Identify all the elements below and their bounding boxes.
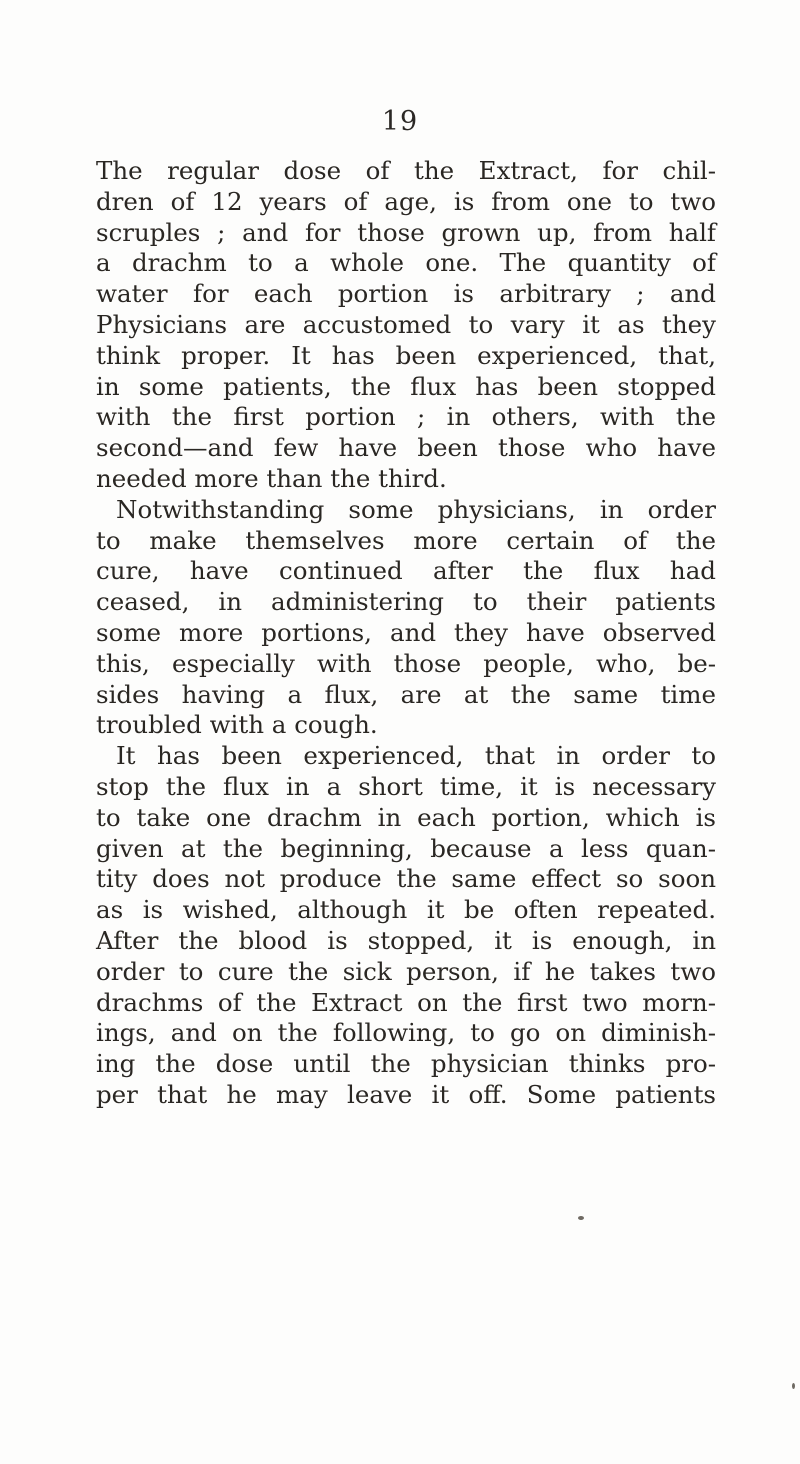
body-text xyxy=(96,156,716,1111)
text-line: ings, and on the following, to go on diminish- xyxy=(96,1018,716,1048)
text-line: as is wished, although it be often repeated. xyxy=(96,895,716,925)
text-line: to make themselves more certain of the xyxy=(96,525,716,555)
text-line: a drachm to a whole one. The quantity of xyxy=(96,248,716,278)
text-line: in some patients, the flux has been stopped xyxy=(96,371,716,401)
text-line: to take one drachm in each portion, which is xyxy=(96,802,716,832)
text-line: cure, have continued after the flux had xyxy=(96,556,716,586)
ink-speck xyxy=(792,1383,795,1389)
text-line: scruples ; and for those grown up, from half xyxy=(96,217,716,247)
text-line: this, especially with those people, who, be- xyxy=(96,648,716,678)
text-line: stop the flux in a short time, it is necessary xyxy=(96,771,716,801)
text-line: It has been experienced, that in order to xyxy=(116,741,716,771)
text-line: water for each portion is arbitrary ; and xyxy=(96,279,716,309)
text-line: drachms of the Extract on the first two morn- xyxy=(96,987,716,1017)
text-line: order to cure the sick person, if he takes two xyxy=(96,956,716,986)
text-line: After the blood is stopped, it is enough, in xyxy=(96,925,716,955)
text-line: some more portions, and they have observed xyxy=(96,617,716,647)
text-line: second—and few have been those who have xyxy=(96,433,716,463)
text-line: tity does not produce the same effect so soon xyxy=(96,864,716,894)
text-line: sides having a flux, are at the same time xyxy=(96,679,716,709)
text-line: The regular dose of the Extract, for chil- xyxy=(96,156,716,185)
ink-speck xyxy=(578,1216,584,1220)
text-line: troubled with a cough. xyxy=(96,710,378,740)
text-line: per that he may leave it off. Some patients xyxy=(96,1079,716,1109)
page-number: 19 xyxy=(381,106,419,137)
text-line: ceased, in administering to their patients xyxy=(96,587,716,617)
text-line: think proper. It has been experienced, that, xyxy=(96,340,716,370)
text-line: given at the beginning, because a less quan- xyxy=(96,833,716,863)
text-line: Notwithstanding some physicians, in order xyxy=(116,494,716,524)
text-line: dren of 12 years of age, is from one to two xyxy=(96,186,716,216)
text-line: ing the dose until the physician thinks pro- xyxy=(96,1049,716,1079)
text-line: with the first portion ; in others, with the xyxy=(96,402,716,432)
text-line: needed more than the third. xyxy=(96,463,447,493)
text-line: Physicians are accustomed to vary it as they xyxy=(96,309,716,339)
